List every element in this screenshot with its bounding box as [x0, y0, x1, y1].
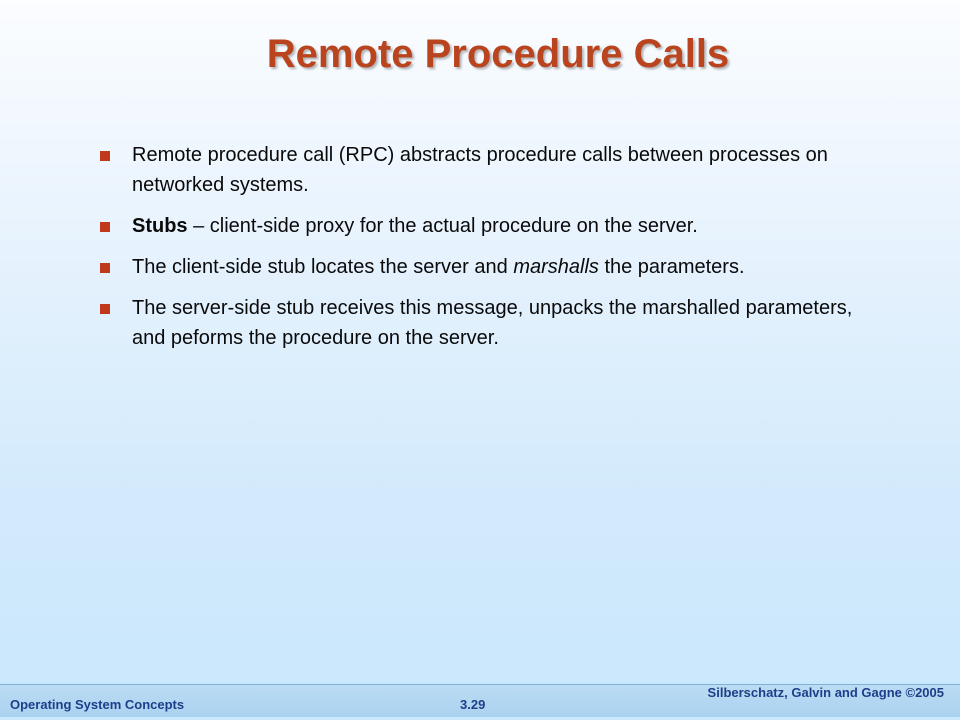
bullet-list: [98, 140, 858, 364]
footer-copyright: Silberschatz, Galvin and Gagne ©2005: [707, 685, 944, 700]
bullet-text: the parameters.: [598, 256, 745, 278]
bullet-italic-term: marshalls: [513, 256, 599, 278]
bullet-item: [98, 140, 858, 200]
square-bullet-icon: [100, 304, 110, 314]
bullet-item: [98, 211, 858, 241]
footer-course-title: Operating System Concepts: [10, 697, 185, 712]
square-bullet-icon: [100, 151, 110, 161]
slide-title: Remote Procedure Calls: [266, 32, 730, 76]
square-bullet-icon: [100, 263, 110, 273]
bullet-item: [98, 293, 858, 353]
footer-page-number: 3.29: [460, 697, 486, 712]
bullet-text: – client-side proxy for the actual procedure on the server.: [187, 215, 698, 237]
bullet-text: Remote procedure call (RPC) abstracts procedure calls between processes on networked systems.: [132, 144, 828, 196]
square-bullet-icon: [100, 222, 110, 232]
bullet-text: The client-side stub locates the server and: [132, 256, 514, 278]
slide-footer: [0, 684, 960, 717]
bullet-item: [98, 252, 858, 282]
bullet-bold-term: Stubs: [132, 215, 188, 237]
bullet-text: The server-side stub receives this message, unpacks the marshalled parameters, and peforms the procedure on the server.: [132, 297, 853, 349]
